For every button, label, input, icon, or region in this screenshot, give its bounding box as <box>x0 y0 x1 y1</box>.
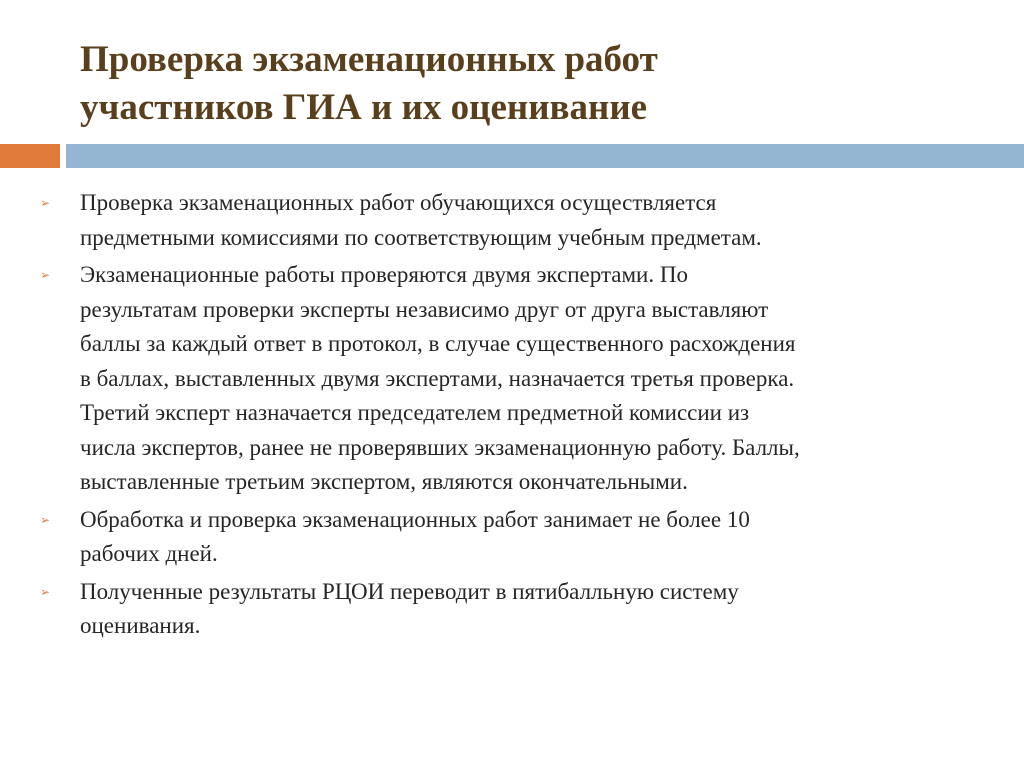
slide-title <box>80 36 980 132</box>
bullet-text <box>80 186 980 255</box>
bullet-item <box>40 575 980 644</box>
blue-divider-bar <box>66 144 1024 168</box>
title-line: участников ГИА и их оценивание <box>80 87 648 128</box>
text-line: Экзаменационные работы проверяются двумя экспертами. По <box>80 262 688 287</box>
bullet-item <box>40 503 980 572</box>
text-line: Третий эксперт назначается председателем предметной комиссии из <box>80 400 750 425</box>
title-line: Проверка экзаменационных работ <box>80 39 658 80</box>
arrow-bullet-icon: ➢ <box>40 268 51 282</box>
text-line: баллы за каждый ответ в протокол, в случае существенного расхождения <box>80 331 796 356</box>
arrow-bullet-icon: ➢ <box>40 512 51 527</box>
text-line: Полученные результаты РЦОИ переводит в пятибалльную систему <box>80 578 739 604</box>
text-line: Обработка и проверка экзаменационных работ занимает не более 10 <box>80 506 750 532</box>
text-line: результатам проверки эксперты независимо друг от друга выставляют <box>80 296 769 322</box>
text-line: оценивания. <box>80 613 201 638</box>
text-line: Проверка экзаменационных работ обучающихся осуществляется <box>80 190 717 215</box>
text-line: выставленные третьим экспертом, являются окончательными. <box>80 469 688 494</box>
orange-accent-bar <box>0 144 60 168</box>
bullet-item <box>40 258 980 500</box>
arrow-bullet-icon: ➢ <box>40 196 51 210</box>
bullet-text <box>80 258 980 500</box>
text-line: в баллах, выставленных двумя экспертами, назначается третья проверка. <box>80 365 795 391</box>
text-line: числа экспертов, ранее не проверявших экзаменационную работу. Баллы, <box>80 434 800 460</box>
bullet-text <box>80 503 980 572</box>
arrow-bullet-icon: ➢ <box>40 584 51 599</box>
bullet-item <box>40 186 980 255</box>
text-line: предметными комиссиями по соответствующим учебным предметам. <box>80 224 762 250</box>
text-line: рабочих дней. <box>80 541 218 566</box>
bullet-list <box>40 186 980 647</box>
bullet-text <box>80 575 980 644</box>
